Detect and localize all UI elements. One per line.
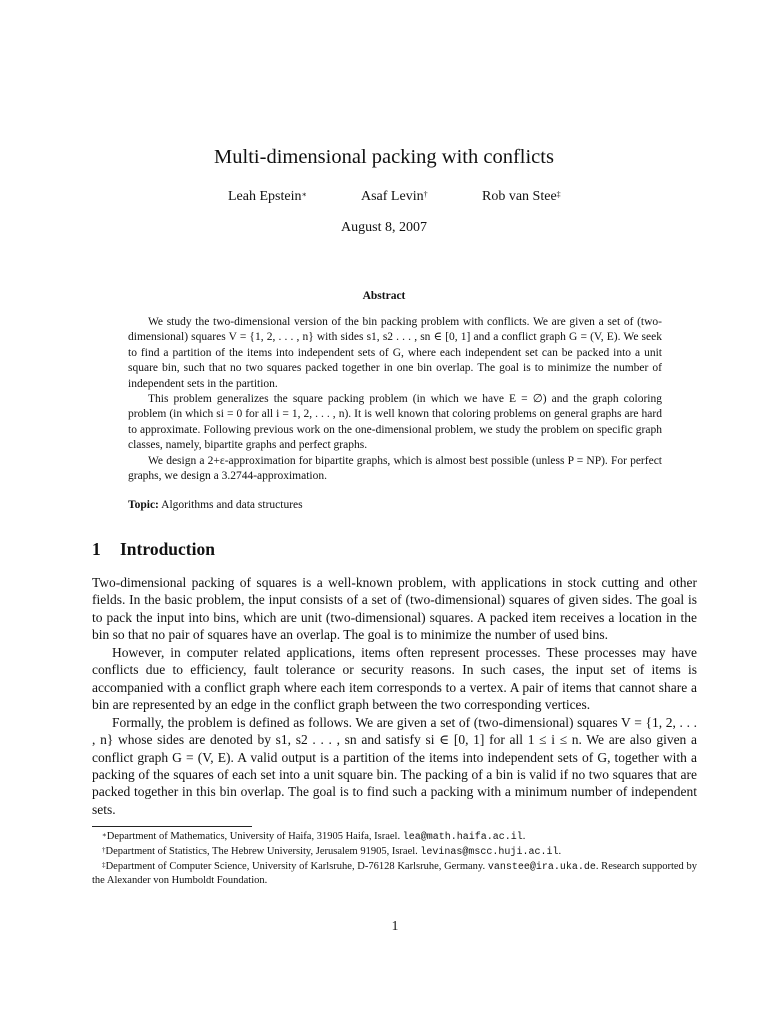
body-paragraph: However, in computer related applications, items often represent processes. These processes may have conflicts due to efficiency, fault tolerance or security reasons. In such cases, the input set of items is accompanied with a conflict graph where each item corresponds to a vertex. A pair of items that cannot share a bin are represented by an edge in the conflict graph between the two corresponding vertices. — [92, 644, 697, 713]
body-paragraph: Formally, the problem is defined as follows. We are given a set of (two-dimensional) squares V = {1, 2, . . . , n} whose sides are denoted by s1, s2 . . . , sn and satisfy si ∈ [0, 1] for all 1 ≤ i ≤ n. We are also given a conflict graph G = (V, E). A valid output is a partition of the items into independent sets of G, together with a packing of the squares of each set into a unit square bin. The packing of a bin is valid if no two squares that are packed together in this bin overlap. The goal is to find such a packing with a minimum number of independent sets. — [92, 714, 697, 817]
footnote-tail: . — [522, 831, 526, 842]
topic-value: Algorithms and data structures — [161, 499, 303, 512]
email-link[interactable]: levinas@mscc.huji.ac.il — [420, 846, 559, 858]
author-name: Asaf Levin — [361, 189, 424, 204]
footnote-tail: . Research supported by the Alexander von Humboldt Foundation. — [92, 860, 698, 887]
author — [228, 188, 307, 206]
footnote-mark: ∗ — [102, 831, 107, 839]
footnote-text: Department of Statistics, The Hebrew University, Jerusalem 91905, Israel. — [105, 845, 418, 857]
page-number: 1 — [391, 918, 399, 933]
footnotes — [92, 830, 697, 888]
section-heading — [92, 538, 692, 560]
body-text — [92, 574, 697, 818]
footnote-tail: . — [558, 845, 562, 857]
author — [361, 188, 428, 206]
topic-line — [128, 498, 662, 513]
abstract-heading: Abstract — [362, 290, 406, 302]
footnote-mark: ‡ — [102, 860, 106, 869]
abstract-paragraph: We study the two-dimensional version of the bin packing problem with conflicts. We are given a set of (two-dimensional) squares V = {1, 2, . . . , n} with sides s1, s2 . . . , sn ∈ [0, 1] and a conflict graph G = (V, E). We seek to find a partition of the items into independent sets of G, where each independent set can be packed into a unit square bin, such that no two squares packed together in one bin overlap. The goal is to minimize the number of independent sets in the partition. — [128, 316, 662, 390]
abstract — [128, 315, 662, 514]
body-paragraph: Two-dimensional packing of squares is a well-known problem, with applications in stock cutting and other fields. In the basic problem, the input consists of a set of (two-dimensional) squares of given sides. The goal is to pack the input into bins, which are unit (two-dimensional) squares. A packed item receives a location in the bin so that no pair of squares have an overlap. The goal is to minimize the number of used bins. — [92, 575, 697, 643]
email-link[interactable]: vanstee@ira.uka.de — [487, 861, 596, 873]
author-mark: † — [423, 190, 428, 199]
author-mark: ‡ — [556, 190, 561, 199]
footnote — [92, 830, 697, 845]
footnote — [92, 860, 697, 889]
footnote-text: Department of Computer Science, University of Karlsruhe, D-76128 Karlsruhe, Germany. — [105, 860, 486, 872]
footnote-text: Department of Mathematics, University of Haifa, 31905 Haifa, Israel. — [106, 831, 401, 842]
section-title: Introduction — [120, 539, 215, 559]
author-name: Rob van Stee — [482, 189, 557, 204]
email-link[interactable]: lea@math.haifa.ac.il — [402, 832, 523, 843]
abstract-paragraph: We design a 2+ε-approximation for bipartite graphs, which is almost best possible (unless P = NP). For perfect graphs, we design a 3.2744-approximation. — [128, 454, 662, 483]
topic-label: Topic: — [128, 499, 159, 512]
paper-title: Multi-dimensional packing with conflicts — [214, 146, 554, 168]
author-name: Leah Epstein — [228, 189, 302, 204]
footnote-mark: † — [102, 845, 106, 854]
paper-date: August 8, 2007 — [341, 220, 427, 235]
section-number: 1 — [92, 539, 101, 559]
footnote — [92, 845, 697, 860]
author — [482, 188, 561, 206]
abstract-paragraph: This problem generalizes the square packing problem (in which we have E = ∅) and the graph coloring problem (in which si = 0 for all i = 1, 2, . . . , n). It is well known that coloring problems on general graphs are hard to approximate. Following previous work on the one-dimensional problem, we study the problem on specific graph classes, namely, bipartite graphs and perfect graphs. — [128, 393, 662, 452]
author-mark: ∗ — [301, 190, 307, 199]
footnote-rule — [92, 826, 252, 827]
author-list — [0, 188, 768, 208]
